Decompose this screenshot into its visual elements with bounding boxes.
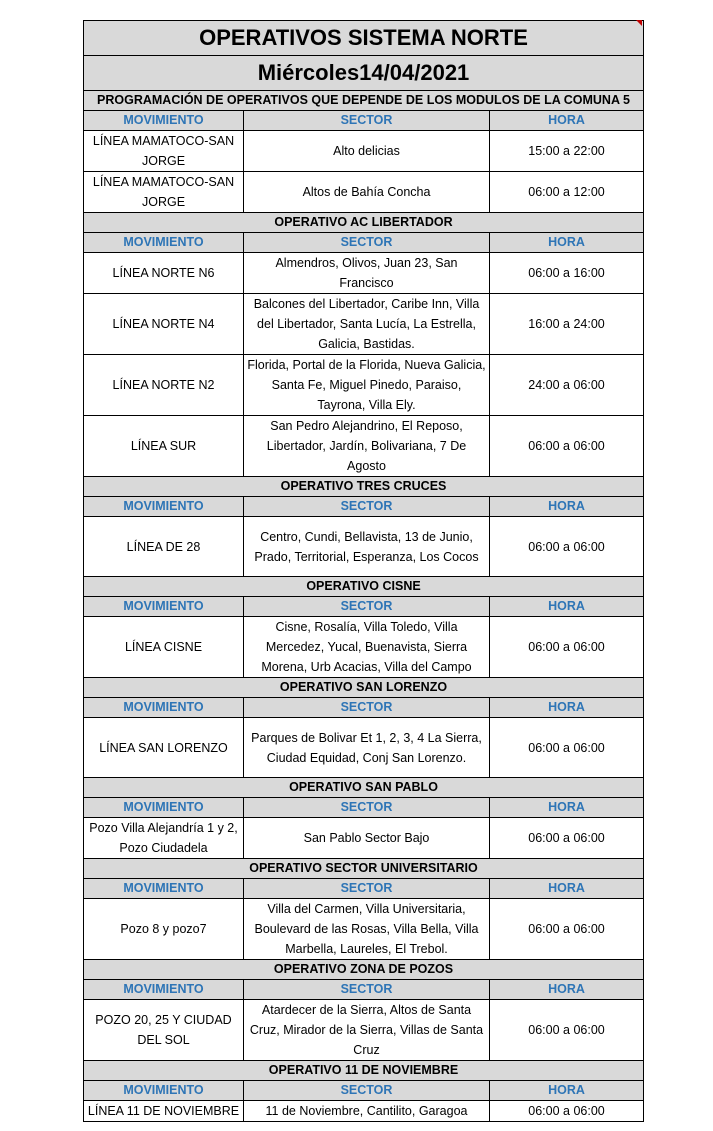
column-header-movimiento: MOVIMIENTO [84,798,244,818]
schedule-table [83,20,644,1122]
column-header-movimiento: MOVIMIENTO [84,980,244,1000]
cell-hora: 06:00 a 06:00 [490,617,644,678]
cell-sector: Villa del Carmen, Villa Universitaria, Boulevard de las Rosas, Villa Bella, Villa Marbella, Laureles, El Trebol. [244,899,490,960]
column-header-movimiento: MOVIMIENTO [84,879,244,899]
column-header-hora: HORA [490,980,644,1000]
cell-movimiento: LÍNEA 11 DE NOVIEMBRE [84,1101,244,1122]
column-header-row [84,698,644,718]
cell-movimiento: Pozo Villa Alejandría 1 y 2, Pozo Ciudadela [84,818,244,859]
cell-movimiento: LÍNEA SUR [84,416,244,477]
table-row [84,355,644,416]
cell-movimiento: LÍNEA MAMATOCO-SAN JORGE [84,172,244,213]
section-row [84,577,644,597]
cell-movimiento: Pozo 8 y pozo7 [84,899,244,960]
column-header-row [84,233,644,253]
cell-sector: Parques de Bolivar Et 1, 2, 3, 4 La Sierra, Ciudad Equidad, Conj San Lorenzo. [244,718,490,778]
section-title: OPERATIVO 11 DE NOVIEMBRE [84,1061,644,1081]
cell-sector: Centro, Cundi, Bellavista, 13 de Junio, Prado, Territorial, Esperanza, Los Cocos [244,517,490,577]
column-header-movimiento: MOVIMIENTO [84,1081,244,1101]
schedule-sheet [83,20,643,1122]
cell-movimiento: LÍNEA NORTE N2 [84,355,244,416]
cell-hora: 24:00 a 06:00 [490,355,644,416]
cell-movimiento: LÍNEA DE 28 [84,517,244,577]
column-header-movimiento: MOVIMIENTO [84,497,244,517]
cell-hora: 06:00 a 06:00 [490,818,644,859]
column-header-hora: HORA [490,497,644,517]
table-row [84,818,644,859]
cell-hora: 06:00 a 06:00 [490,416,644,477]
column-header-movimiento: MOVIMIENTO [84,597,244,617]
cell-sector: Cisne, Rosalía, Villa Toledo, Villa Mercedez, Yucal, Buenavista, Sierra Morena, Urb Acacias, Villa del Campo [244,617,490,678]
column-header-sector: SECTOR [244,698,490,718]
table-row [84,253,644,294]
column-header-hora: HORA [490,233,644,253]
table-row [84,718,644,778]
cell-sector: Balcones del Libertador, Caribe Inn, Villa del Libertador, Santa Lucía, La Estrella, Galicia, Bastidas. [244,294,490,355]
section-row [84,91,644,111]
cell-sector: Alto delicias [244,131,490,172]
cell-hora: 06:00 a 06:00 [490,1101,644,1122]
column-header-sector: SECTOR [244,111,490,131]
table-row [84,1101,644,1122]
table-row [84,899,644,960]
section-title: OPERATIVO SECTOR UNIVERSITARIO [84,859,644,879]
cell-sector: 11 de Noviembre, Cantilito, Garagoa [244,1101,490,1122]
column-header-hora: HORA [490,597,644,617]
schedule-body [84,21,644,1122]
page-title: OPERATIVOS SISTEMA NORTE [84,21,644,56]
column-header-row [84,1081,644,1101]
cell-sector: San Pablo Sector Bajo [244,818,490,859]
cell-sector: Almendros, Olivos, Juan 23, San Francisco [244,253,490,294]
section-title: OPERATIVO SAN LORENZO [84,678,644,698]
cell-sector: Altos de Bahía Concha [244,172,490,213]
column-header-hora: HORA [490,111,644,131]
column-header-row [84,111,644,131]
section-title: PROGRAMACIÓN DE OPERATIVOS QUE DEPENDE DE LOS MODULOS DE LA COMUNA 5 [84,91,644,111]
section-title: OPERATIVO TRES CRUCES [84,477,644,497]
column-header-row [84,798,644,818]
comment-indicator-icon [636,20,642,26]
cell-hora: 06:00 a 16:00 [490,253,644,294]
section-title: OPERATIVO ZONA DE POZOS [84,960,644,980]
section-row [84,477,644,497]
column-header-sector: SECTOR [244,980,490,1000]
table-row [84,617,644,678]
cell-movimiento: LÍNEA CISNE [84,617,244,678]
table-row [84,294,644,355]
cell-movimiento: LÍNEA MAMATOCO-SAN JORGE [84,131,244,172]
cell-sector: San Pedro Alejandrino, El Reposo, Libertador, Jardín, Bolivariana, 7 De Agosto [244,416,490,477]
column-header-hora: HORA [490,879,644,899]
section-row [84,213,644,233]
section-row [84,778,644,798]
section-row [84,859,644,879]
section-title: OPERATIVO AC LIBERTADOR [84,213,644,233]
section-row [84,678,644,698]
cell-hora: 06:00 a 06:00 [490,718,644,778]
section-row [84,1061,644,1081]
cell-movimiento: LÍNEA SAN LORENZO [84,718,244,778]
table-row [84,416,644,477]
page-date: Miércoles14/04/2021 [84,56,644,91]
column-header-sector: SECTOR [244,1081,490,1101]
column-header-row [84,980,644,1000]
column-header-row [84,497,644,517]
cell-sector: Atardecer de la Sierra, Altos de Santa Cruz, Mirador de la Sierra, Villas de Santa Cruz [244,1000,490,1061]
title-row [84,21,644,56]
cell-hora: 06:00 a 06:00 [490,1000,644,1061]
column-header-sector: SECTOR [244,798,490,818]
table-row [84,172,644,213]
column-header-movimiento: MOVIMIENTO [84,233,244,253]
cell-movimiento: LÍNEA NORTE N6 [84,253,244,294]
column-header-hora: HORA [490,798,644,818]
column-header-hora: HORA [490,698,644,718]
section-title: OPERATIVO CISNE [84,577,644,597]
section-row [84,960,644,980]
column-header-row [84,597,644,617]
table-row [84,1000,644,1061]
cell-hora: 15:00 a 22:00 [490,131,644,172]
column-header-movimiento: MOVIMIENTO [84,698,244,718]
cell-hora: 06:00 a 06:00 [490,517,644,577]
column-header-sector: SECTOR [244,233,490,253]
date-row [84,56,644,91]
cell-hora: 06:00 a 12:00 [490,172,644,213]
cell-movimiento: POZO 20, 25 Y CIUDAD DEL SOL [84,1000,244,1061]
column-header-sector: SECTOR [244,597,490,617]
column-header-sector: SECTOR [244,497,490,517]
column-header-row [84,879,644,899]
column-header-movimiento: MOVIMIENTO [84,111,244,131]
cell-movimiento: LÍNEA NORTE N4 [84,294,244,355]
cell-hora: 16:00 a 24:00 [490,294,644,355]
column-header-sector: SECTOR [244,879,490,899]
cell-hora: 06:00 a 06:00 [490,899,644,960]
table-row [84,517,644,577]
cell-sector: Florida, Portal de la Florida, Nueva Galicia, Santa Fe, Miguel Pinedo, Paraiso, Tayrona, Villa Ely. [244,355,490,416]
table-row [84,131,644,172]
column-header-hora: HORA [490,1081,644,1101]
section-title: OPERATIVO SAN PABLO [84,778,644,798]
